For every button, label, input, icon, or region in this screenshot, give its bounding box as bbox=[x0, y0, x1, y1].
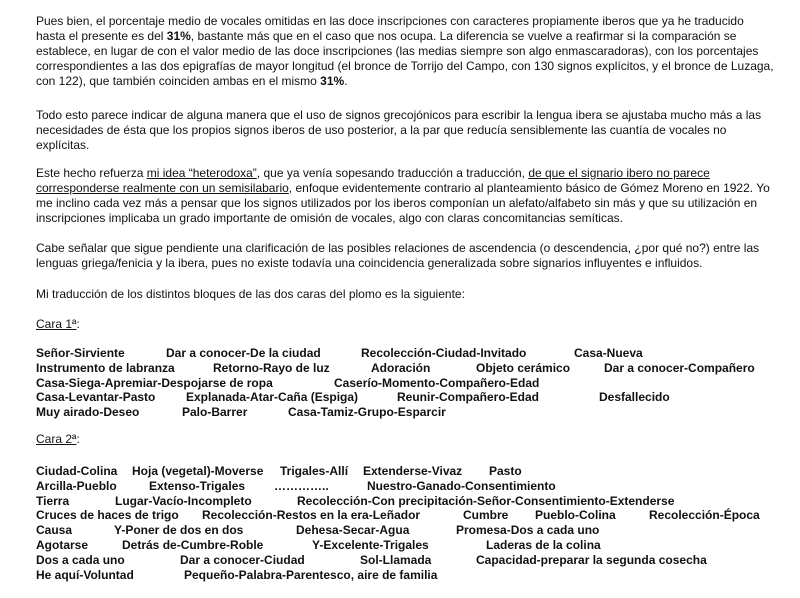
cara-1-row-1 bbox=[36, 346, 776, 361]
cara-1-row-2 bbox=[36, 361, 776, 376]
cara-1-heading-label: Cara 1ª bbox=[36, 317, 77, 331]
paragraph-1-text-c: . bbox=[344, 74, 348, 88]
cara-1-heading-colon: : bbox=[76, 317, 80, 331]
cara-1-entry: Instrumento de labranza bbox=[36, 360, 175, 375]
cara-1-entry: Casa-Siega-Apremiar-Despojarse de ropa bbox=[36, 375, 273, 390]
cara-2-row-5 bbox=[36, 523, 776, 538]
cara-2-entry: Tierra bbox=[36, 493, 70, 508]
paragraph-3-text-a: Este hecho refuerza bbox=[36, 166, 147, 180]
cara-1-entry: Desfallecido bbox=[599, 390, 670, 405]
cara-1-heading bbox=[36, 317, 80, 332]
cara-2-entry: ………….. bbox=[274, 478, 329, 493]
cara-2-entry: Dehesa-Secar-Agua bbox=[296, 523, 410, 538]
cara-2-heading-label: Cara 2ª bbox=[36, 432, 77, 446]
cara-2-entry: Extenso-Trigales bbox=[149, 478, 246, 493]
cara-1-entry: Caserío-Momento-Compañero-Edad bbox=[334, 375, 540, 390]
cara-2-entry: Recolección-Época bbox=[649, 508, 760, 523]
cara-2-entry: Agotarse bbox=[36, 537, 89, 552]
cara-2-entry: Dar a conocer-Ciudad bbox=[180, 552, 305, 567]
paragraph-1 bbox=[36, 14, 774, 89]
cara-1-entry: Casa-Tamiz-Grupo-Esparcir bbox=[288, 405, 446, 420]
cara-2-entry: Y-Excelente-Trigales bbox=[312, 537, 429, 552]
cara-1-entry: Objeto cerámico bbox=[476, 360, 571, 375]
paragraph-1-bold-b: 31% bbox=[320, 74, 345, 88]
cara-2-entry: Pueblo-Colina bbox=[535, 508, 616, 523]
cara-2-row-6 bbox=[36, 538, 776, 553]
cara-2-heading-colon: : bbox=[76, 432, 80, 446]
cara-1-row-3 bbox=[36, 376, 776, 391]
cara-2-entry: Ciudad-Colina bbox=[36, 464, 118, 478]
cara-1-rows bbox=[36, 346, 776, 420]
cara-2-entry: Extenderse-Vivaz bbox=[363, 464, 463, 478]
paragraph-1-text-a: Pues bien, el porcentaje medio de vocales omitidas en las doce inscripciones con caracteres propiamente iberos que ya he traducido hasta el presente es del bbox=[36, 14, 744, 43]
paragraph-5: Mi traducción de los distintos bloques de las dos caras del plomo es la siguiente: bbox=[36, 287, 465, 301]
paragraph-1-text-b: , bastante más que en el caso que nos ocupa. La diferencia se vuelve a reafirmar si la comparación se establece, en lugar de con el valor medio de las doce inscripciones (las medias siempre son algo enmascaradoras), con los porcentajes correspondientes a las dos epigrafías de mayor longitud (el bronce de Torrijo del Campo, con 130 signos explícitos, y el bronce de Luzaga, con 122), que también coinciden ambas en el mismo bbox=[36, 29, 774, 88]
paragraph-4: Cabe señalar que sigue pendiente una clarificación de las posibles relaciones de ascendencia (o descendencia, ¿por qué no?) entre las lenguas griega/fenicia y la ibera, pues no existe todavía una coincidencia generalizada sobre signarios influyentes e influidos. bbox=[36, 241, 760, 270]
cara-2-entry: Dos a cada uno bbox=[36, 552, 125, 567]
cara-1-entry: Recolección-Ciudad-Invitado bbox=[361, 346, 527, 360]
cara-2-entry: Pasto bbox=[489, 464, 522, 478]
cara-1-entry: Adoración bbox=[371, 360, 431, 375]
paragraph-3-text-c: , enfoque evidentemente contrario al planteamiento básico de Gómez Moreno en 1922. Yo me inclino cada vez más a pensar que los signos utilizados por los iberos componían un alefato/alfabeto sin más y que su utilización en inscripciones implicaba un grado importante de omisión de vocales, algo con claras concomitancias semíticas. bbox=[36, 181, 770, 225]
cara-1-entry: Retorno-Rayo de luz bbox=[213, 360, 330, 375]
cara-2-entry: Y-Poner de dos en dos bbox=[114, 523, 244, 538]
cara-1-entry: Dar a conocer-Compañero bbox=[604, 360, 755, 375]
cara-1-entry: Casa-Levantar-Pasto bbox=[36, 390, 156, 405]
paragraph-3-underline-a: mi idea “heterodoxa” bbox=[146, 166, 257, 180]
cara-2-entry: Recolección-Con precipitación-Señor-Consentimiento-Extenderse bbox=[297, 493, 675, 508]
cara-2-entry: Hoja (vegetal)-Moverse bbox=[132, 464, 264, 478]
cara-2-entry: Recolección-Restos en la era-Leñador bbox=[202, 508, 421, 523]
cara-1-row-5 bbox=[36, 405, 776, 420]
cara-2-entry: Detrás de-Cumbre-Roble bbox=[122, 537, 264, 552]
cara-1-entry: Dar a conocer-De la ciudad bbox=[166, 346, 321, 360]
cara-1-entry: Explanada-Atar-Caña (Espiga) bbox=[186, 390, 359, 405]
paragraph-3-text-b: , que ya venía sopesando traducción a traducción, bbox=[256, 166, 529, 180]
cara-2-entry: Promesa-Dos a cada uno bbox=[456, 523, 600, 538]
cara-1-entry: Casa-Nueva bbox=[574, 346, 643, 360]
cara-2-entry: Nuestro-Ganado-Consentimiento bbox=[367, 478, 556, 493]
cara-2-entry: Pequeño-Palabra-Parentesco, aire de familia bbox=[184, 567, 438, 582]
paragraph-1-bold-a: 31% bbox=[166, 29, 191, 43]
cara-1-entry: Muy airado-Deseo bbox=[36, 405, 140, 420]
cara-2-rows bbox=[36, 464, 776, 582]
cara-2-entry: He aquí-Voluntad bbox=[36, 567, 134, 582]
cara-2-entry: Laderas de la colina bbox=[486, 537, 601, 552]
cara-2-entry: Cruces de haces de trigo bbox=[36, 508, 179, 523]
cara-2-entry: Arcilla-Pueblo bbox=[36, 478, 117, 493]
cara-2-entry: Causa bbox=[36, 523, 73, 538]
paragraph-3 bbox=[36, 166, 774, 226]
cara-1-row-4 bbox=[36, 390, 776, 405]
cara-2-entry: Sol-Llamada bbox=[360, 552, 432, 567]
cara-2-heading bbox=[36, 432, 80, 447]
cara-2-row-3 bbox=[36, 494, 776, 509]
cara-1-entry: Señor-Sirviente bbox=[36, 346, 125, 360]
cara-1-entry: Palo-Barrer bbox=[182, 405, 248, 420]
cara-1-entry: Reunir-Compañero-Edad bbox=[397, 390, 540, 405]
cara-2-entry: Cumbre bbox=[463, 508, 509, 523]
cara-2-row-4 bbox=[36, 508, 776, 523]
paragraph-2: Todo esto parece indicar de alguna manera que el uso de signos grecojónicos para escribir la lengua ibera se ajustaba mucho más a las necesidades de ésta que los propios signos iberos de uso posterior, a la par que reducía sensiblemente las cuantía de vocales no explícitas. bbox=[36, 108, 762, 152]
paragraph-3-underline-b: de que el signario ibero no parece corresponderse realmente con un semisilabario bbox=[36, 166, 710, 195]
cara-2-entry: Lugar-Vacío-Incompleto bbox=[115, 493, 252, 508]
cara-2-entry: Trigales-Allí bbox=[280, 464, 349, 478]
cara-2-row-2 bbox=[36, 479, 776, 494]
cara-2-row-7 bbox=[36, 553, 776, 568]
cara-2-row-8 bbox=[36, 568, 776, 583]
cara-2-row-1 bbox=[36, 464, 776, 479]
cara-2-entry: Capacidad-preparar la segunda cosecha bbox=[476, 552, 707, 567]
